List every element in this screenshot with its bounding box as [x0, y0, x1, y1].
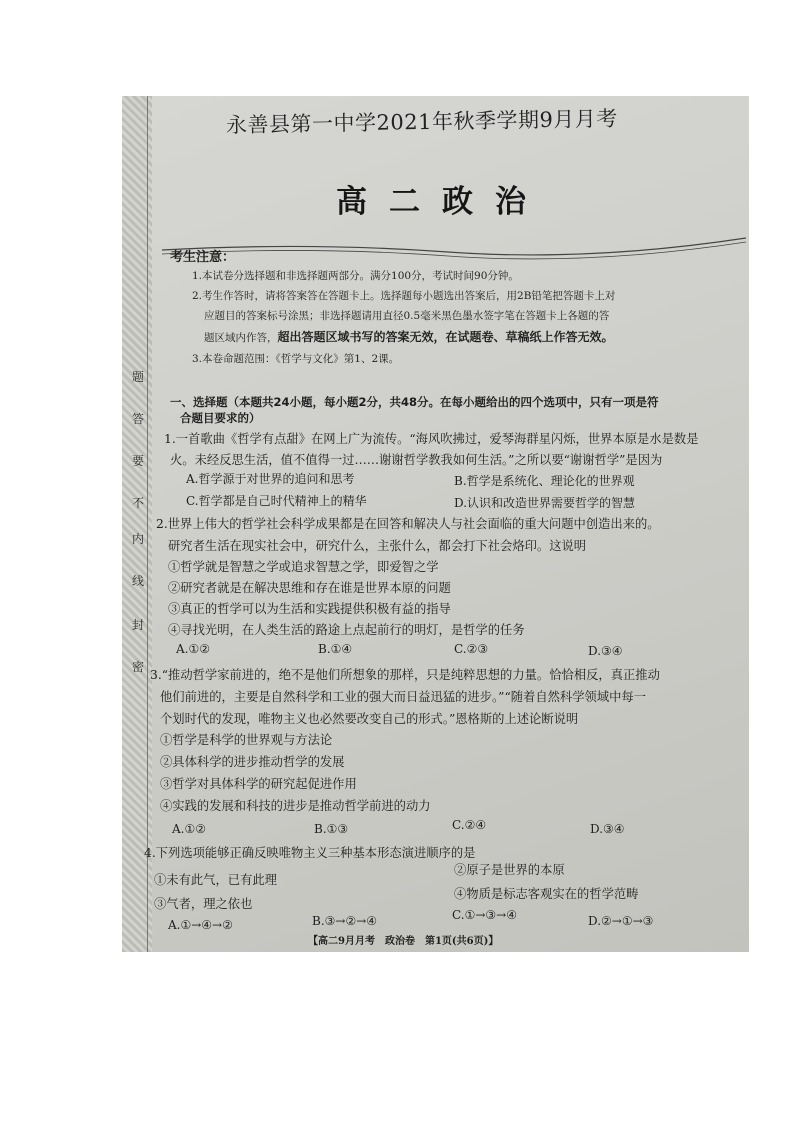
question-4-item: ③气者，理之依也	[154, 897, 253, 911]
strip-char: 密	[131, 660, 144, 674]
notice-line: 应题目的答案标号涂黑；非选择题请用直径0.5毫米黑色墨水签字笔在答题卡上各题的答	[204, 310, 610, 322]
strip-char: 内	[131, 532, 144, 546]
option-3d: D.③④	[590, 822, 625, 836]
option-4a: A.①→④→②	[168, 918, 233, 932]
question-2-line: 研究者生活在现实社会中，研究什么，主张什么，都会打下社会烙印。这说明	[168, 539, 587, 553]
option-2a: A.①②	[176, 642, 210, 656]
header-divider	[158, 236, 749, 266]
strip-char: 答	[131, 412, 144, 426]
strip-char: 要	[131, 454, 144, 468]
option-2d: D.③④	[588, 644, 623, 658]
question-1-line: 火。未经反思生活，值不值得一过……谢谢哲学教我如何生活。”之所以要“谢谢哲学”是因为	[170, 453, 663, 467]
option-1c: C.哲学都是自己时代精神上的精华	[186, 494, 367, 508]
option-3c: C.②④	[452, 818, 487, 832]
question-3-line: 个划时代的发现，唯物主义也必然要改变自己的形式。”恩格斯的上述论断说明	[160, 712, 579, 726]
exam-page	[144, 96, 749, 952]
option-2c: C.②③	[454, 642, 489, 656]
question-2-item: ④寻找光明，在人类生活的路途上点起前行的明灯，是哲学的任务	[168, 623, 525, 637]
exam-title: 永善县第一中学2021年秋季学期9月月考	[225, 106, 619, 138]
question-4-item: ④物质是标志客观实在的哲学范畴	[454, 887, 639, 901]
option-3a: A.①②	[172, 822, 206, 836]
question-4-line: 4.下列选项能够正确反映唯物主义三种基本形态演进顺序的是	[144, 846, 476, 860]
section-heading: 合题目要求的）	[180, 411, 261, 425]
binding-line	[147, 96, 148, 952]
question-4-item: ①未有此气，已有此理	[154, 873, 277, 887]
subject-title: 高二政治	[336, 184, 548, 220]
strip-char: 不	[131, 496, 144, 510]
scanned-exam-photo	[122, 96, 749, 952]
question-2-item: ①哲学就是智慧之学或追求智慧之学，即爱智之学	[168, 560, 439, 574]
notice-line: 1.本试卷分选择题和非选择题两部分。满分100分，考试时间90分钟。	[192, 270, 519, 282]
option-1d: D.认识和改造世界需要哲学的智慧	[454, 496, 636, 510]
option-4c: C.①→③→④	[452, 908, 517, 922]
option-3b: B.①③	[314, 822, 349, 836]
option-4b: B.③→②→④	[312, 914, 378, 928]
bleed-through	[458, 156, 612, 172]
notice-line	[204, 328, 614, 345]
question-3-line: 3.“推动哲学家前进的，绝不是他们所想象的那样，只是纯粹思想的力量。恰恰相反，真正推动	[150, 668, 660, 682]
section-heading: 一、选择题（本题共24小题，每小题2分，共48分。在每小题给出的四个选项中，只有一项是符	[170, 395, 659, 409]
notice-emphasis: 超出答题区域书写的答案无效，在试题卷、草稿纸上作答无效。	[277, 330, 614, 344]
question-4-item: ②原子是世界的本原	[454, 863, 565, 877]
notice-text: 题区域内作答，	[204, 332, 278, 344]
strip-char: 题	[131, 370, 144, 384]
option-4d: D.②→①→③	[588, 914, 654, 928]
strip-char: 封	[131, 618, 144, 632]
notice-line: 3.本卷命题范围：《哲学与文化》第1、2课。	[192, 353, 400, 365]
option-1a: A.哲学源于对世界的追问和思考	[186, 472, 355, 486]
question-2-item: ③真正的哲学可以为生活和实践提供积极有益的指导	[168, 602, 451, 616]
question-3-item: ①哲学是科学的世界观与方法论	[160, 733, 333, 747]
option-1b: B.哲学是系统化、理论化的世界观	[454, 474, 635, 488]
binding-strip	[122, 96, 152, 952]
page-footer: 【高二9月月考 政治卷 第1页(共6页)】	[308, 936, 499, 947]
question-1-line: 1.一首歌曲《哲学有点甜》在网上广为流传。“海风吹拂过，爱琴海群星闪烁，世界本原是水是数是	[164, 432, 699, 446]
strip-char: 线	[131, 574, 144, 588]
question-3-item: ④实践的发展和科技的进步是推动哲学前进的动力	[160, 799, 431, 813]
question-3-item: ③哲学对具体科学的研究起促进作用	[160, 777, 357, 791]
question-3-line: 他们前进的，主要是自然科学和工业的强大而日益迅猛的进步。”“随着自然科学领域中每一	[160, 690, 647, 704]
question-2-line: 2.世界上伟大的哲学社会科学成果都是在回答和解决人与社会面临的重大问题中创造出来的。	[156, 517, 660, 531]
question-2-item: ②研究者就是在解决思维和存在谁是世界本原的问题	[168, 581, 451, 595]
option-2b: B.①④	[318, 642, 353, 656]
notice-line: 2.考生作答时，请将答案答在答题卡上。选择题每小题选出答案后，用2B铅笔把答题卡上对	[192, 290, 616, 302]
question-3-item: ②具体科学的进步推动哲学的发展	[160, 755, 345, 769]
notice-heading: 考生注意：	[170, 250, 236, 265]
